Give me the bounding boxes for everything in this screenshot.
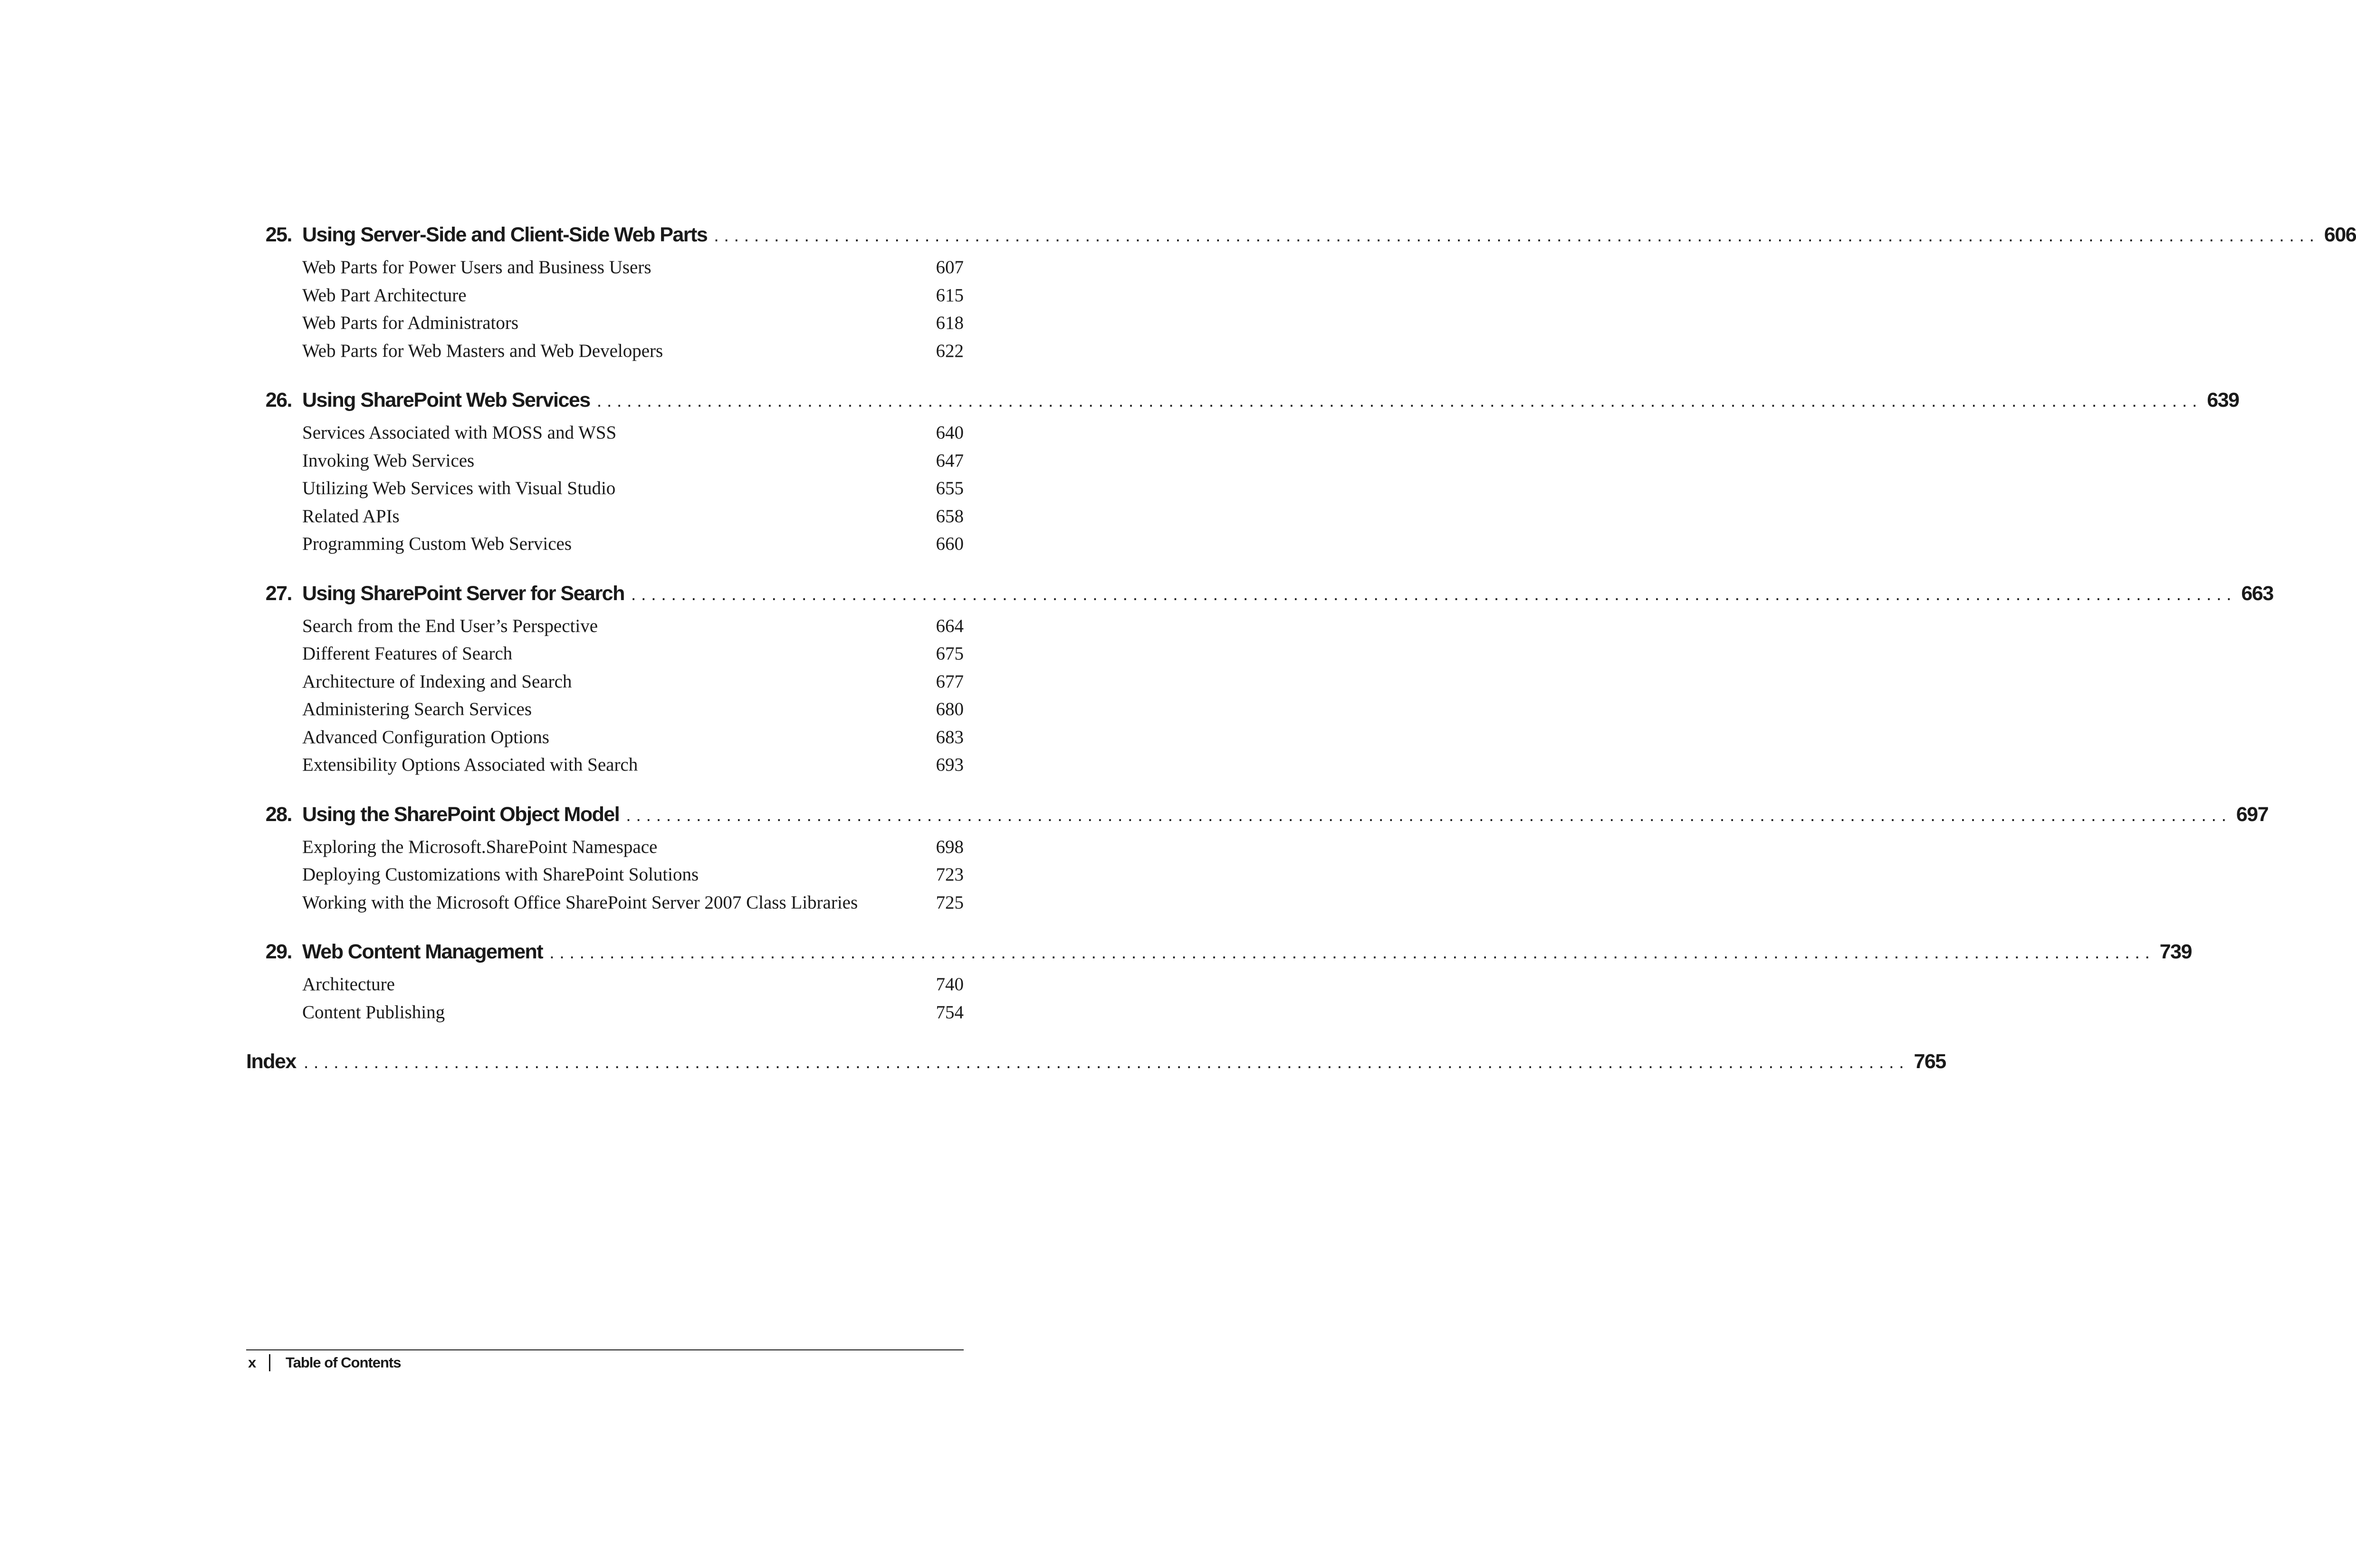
chapter-heading[interactable] [246, 389, 2239, 422]
section-page-number: 640 [936, 422, 964, 443]
section-page-number: 698 [936, 836, 964, 857]
dot-leader: . . . . . . . . . . . . . . . . . . . . . . . . . . . . . . . . . . . . . . . . . . . . . . . . . . . . . . . . . . . . . . . . . . . . . . . . . . . . . . . . . . . . . . . . . . . . . . . . . . . . . . . . . . . . . . . . . . . . . . . . . . . . . . . . . . . . . . . . . . . . . . . . . . . . . . . . . . . . . . . . [626, 805, 2227, 825]
section-title: Search from the End User’s Perspective [302, 615, 598, 636]
dot-leader: . . . . . . . . . . . . . . . . . . . . . . . . . . . . . . . . . . . . . . . . . . . . . . . . . . . . . . . . . . . . . . . . . . . . . . . . . . . . . . . . . . . . . . . . . . . . . . . . . . . . . . . . . . . . . . . . . . . . . . . . . . . . . . . . . . . . . . . . . . . . . . . . . . . . . . . . . . . . . . . . [631, 584, 2231, 604]
section-page-number: 622 [936, 340, 964, 361]
section-title: Extensibility Options Associated with Search [302, 755, 638, 775]
dot-leader: . . . . . . . . . . . . . . . . . . . . . . . . . . . . . . . . . . . . . . . . . . . . . . . . . . . . . . . . . . . . . . . . . . . . . . . . . . . . . . . . . . . . . . . . . . . . . . . . . . . . . . . . . . . . . . . . . . . . . . . . . . . . . . . . . . . . . . . . . . . . . . . . . . . . . . . . . . . . . . . . [596, 391, 2197, 411]
section-entry[interactable] [246, 450, 964, 478]
chapter-block [246, 389, 2239, 561]
chapter-heading[interactable] [246, 803, 2269, 836]
section-entry[interactable] [246, 340, 964, 368]
index-title: Index [246, 1050, 296, 1073]
folio-page-number: x [248, 1354, 256, 1371]
chapter-title: Using SharePoint Web Services [302, 389, 590, 411]
chapter-block [246, 223, 2356, 368]
section-entry[interactable] [246, 1002, 964, 1030]
section-page-number: 723 [936, 864, 964, 885]
chapter-block [246, 940, 2192, 1029]
chapter-title: Using the SharePoint Object Model [302, 803, 620, 826]
section-entry[interactable] [246, 615, 964, 643]
section-title: Exploring the Microsoft.SharePoint Namespace [302, 836, 658, 857]
chapter-page-number: 639 [2207, 389, 2239, 411]
section-page-number: 754 [936, 1002, 964, 1023]
section-entry[interactable] [246, 506, 964, 534]
footer-separator [269, 1354, 270, 1371]
chapter-page-number: 663 [2241, 582, 2273, 605]
section-title: Utilizing Web Services with Visual Studio [302, 478, 616, 498]
chapter-title: Web Content Management [302, 940, 543, 963]
section-entry[interactable] [246, 836, 964, 864]
section-entry[interactable] [246, 478, 964, 506]
footer-rule [246, 1349, 964, 1350]
section-entry[interactable] [246, 312, 964, 340]
section-title: Web Parts for Power Users and Business Users [302, 257, 651, 277]
section-title: Web Part Architecture [302, 285, 467, 306]
section-list [246, 974, 964, 1029]
section-page-number: 683 [936, 727, 964, 747]
section-page-number: 693 [936, 755, 964, 775]
section-entry[interactable] [246, 727, 964, 755]
section-title: Administering Search Services [302, 699, 532, 719]
section-title: Different Features of Search [302, 643, 513, 664]
section-title: Services Associated with MOSS and WSS [302, 422, 617, 443]
section-title: Working with the Microsoft Office SharePoint Server 2007 Class Libraries [302, 892, 858, 913]
dot-leader: . . . . . . . . . . . . . . . . . . . . . . . . . . . . . . . . . . . . . . . . . . . . . . . . . . . . . . . . . . . . . . . . . . . . . . . . . . . . . . . . . . . . . . . . . . . . . . . . . . . . . . . . . . . . . . . . . . . . . . . . . . . . . . . . . . . . . . . . . . . . . . . . . . . . . . . . . . . . . . . . [303, 1052, 1904, 1072]
chapter-number: 29. [265, 940, 292, 963]
section-entry[interactable] [246, 422, 964, 450]
chapter-page-number: 606 [2324, 223, 2356, 246]
chapter-page-number: 697 [2236, 803, 2269, 826]
dot-leader: . . . . . . . . . . . . . . . . . . . . . . . . . . . . . . . . . . . . . . . . . . . . . . . . . . . . . . . . . . . . . . . . . . . . . . . . . . . . . . . . . . . . . . . . . . . . . . . . . . . . . . . . . . . . . . . . . . . . . . . . . . . . . . . . . . . . . . . . . . . . . . . . . . . . . . . . . . . . . . . . [714, 226, 2315, 246]
section-entry[interactable] [246, 257, 964, 285]
chapter-heading[interactable] [246, 940, 2192, 974]
section-page-number: 680 [936, 699, 964, 719]
section-title: Architecture of Indexing and Search [302, 671, 572, 692]
section-page-number: 675 [936, 643, 964, 664]
index-page-number: 765 [1914, 1050, 1946, 1073]
section-page-number: 618 [936, 313, 964, 333]
chapter-list [246, 223, 2356, 1029]
chapter-heading[interactable] [246, 582, 2273, 615]
page-footer [248, 1354, 401, 1371]
section-entry[interactable] [246, 643, 964, 671]
chapter-page-number: 739 [2159, 940, 2192, 963]
section-page-number: 725 [936, 892, 964, 913]
chapter-number: 26. [265, 389, 292, 411]
section-title: Web Parts for Administrators [302, 313, 519, 333]
section-page-number: 677 [936, 671, 964, 692]
section-title: Programming Custom Web Services [302, 534, 572, 554]
section-entry[interactable] [246, 533, 964, 561]
section-entry[interactable] [246, 974, 964, 1002]
dot-leader: . . . . . . . . . . . . . . . . . . . . . . . . . . . . . . . . . . . . . . . . . . . . . . . . . . . . . . . . . . . . . . . . . . . . . . . . . . . . . . . . . . . . . . . . . . . . . . . . . . . . . . . . . . . . . . . . . . . . . . . . . . . . . . . . . . . . . . . . . . . . . . . . . . . . . . . . . . . . . . . . [549, 943, 2150, 963]
section-page-number: 664 [936, 615, 964, 636]
section-page-number: 647 [936, 450, 964, 471]
section-page-number: 607 [936, 257, 964, 277]
section-entry[interactable] [246, 892, 964, 920]
section-entry[interactable] [246, 671, 964, 699]
section-list [246, 615, 964, 782]
section-page-number: 655 [936, 478, 964, 498]
section-title: Advanced Configuration Options [302, 727, 549, 747]
section-entry[interactable] [246, 285, 964, 313]
section-page-number: 740 [936, 974, 964, 994]
chapter-block [246, 582, 2273, 782]
section-title: Architecture [302, 974, 395, 994]
section-title: Deploying Customizations with SharePoint Solutions [302, 864, 699, 885]
section-list [246, 257, 964, 368]
section-title: Invoking Web Services [302, 450, 475, 471]
section-title: Related APIs [302, 506, 400, 526]
index-entry[interactable] [246, 1050, 1946, 1083]
running-head: Table of Contents [286, 1354, 401, 1371]
section-title: Content Publishing [302, 1002, 445, 1023]
chapter-heading[interactable] [246, 223, 2356, 257]
section-page-number: 660 [936, 534, 964, 554]
chapter-number: 28. [265, 803, 292, 826]
section-list [246, 422, 964, 561]
section-page-number: 658 [936, 506, 964, 526]
chapter-block [246, 803, 2269, 920]
table-of-contents [246, 223, 2356, 1083]
chapter-title: Using SharePoint Server for Search [302, 582, 624, 605]
section-entry[interactable] [246, 864, 964, 892]
chapter-number: 27. [265, 582, 292, 605]
chapter-number: 25. [265, 223, 292, 246]
section-page-number: 615 [936, 285, 964, 306]
chapter-title: Using Server-Side and Client-Side Web Parts [302, 223, 708, 246]
section-entry[interactable] [246, 698, 964, 727]
section-entry[interactable] [246, 754, 964, 782]
section-title: Web Parts for Web Masters and Web Developers [302, 340, 663, 361]
section-list [246, 836, 964, 920]
